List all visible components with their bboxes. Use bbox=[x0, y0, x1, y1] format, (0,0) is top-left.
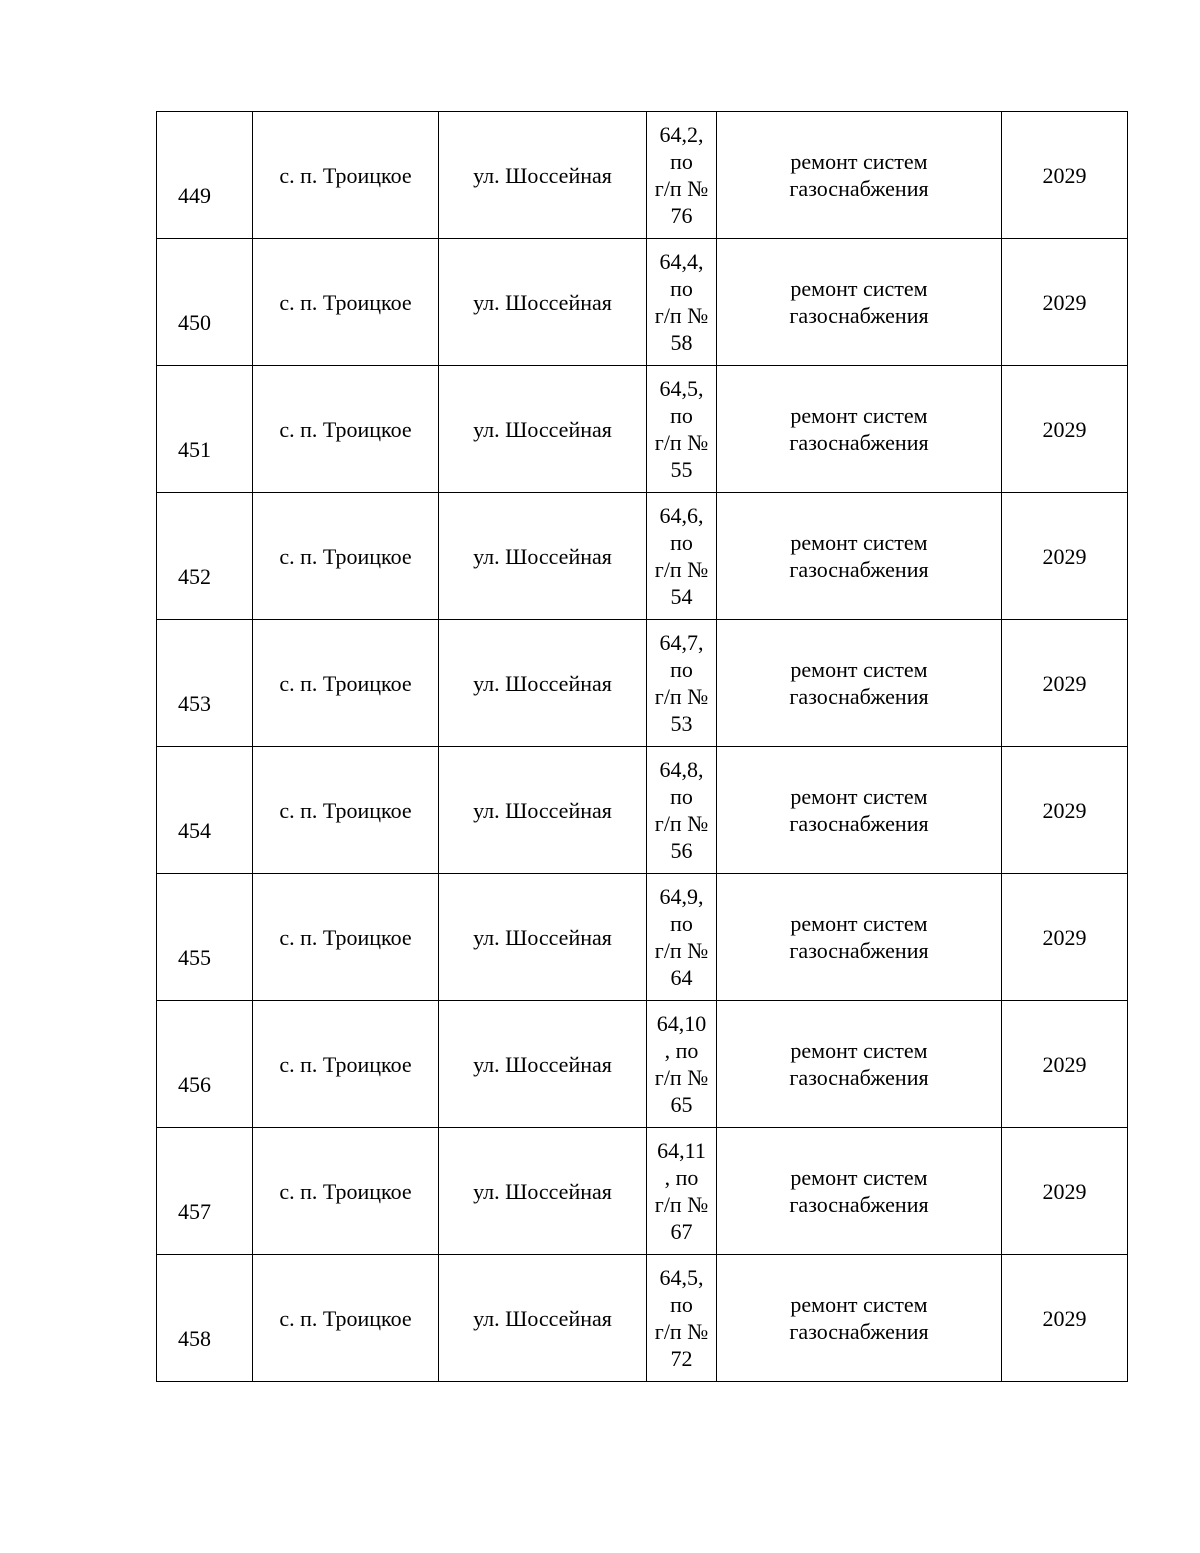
house-line: 64,11 bbox=[657, 1138, 706, 1163]
row-number-cell: 449 bbox=[157, 112, 253, 239]
street-cell: ул. Шоссейная bbox=[439, 747, 647, 874]
year-cell: 2029 bbox=[1002, 1001, 1128, 1128]
house-line: г/п № bbox=[654, 303, 709, 328]
settlement-cell: с. п. Троицкое bbox=[253, 112, 439, 239]
work-type-line: газоснабжения bbox=[789, 1319, 929, 1344]
house-cell bbox=[647, 874, 717, 1001]
house-line: г/п № bbox=[654, 557, 709, 582]
work-type-cell bbox=[717, 1128, 1002, 1255]
objects-table bbox=[156, 111, 1128, 1382]
house-line: 64,10 bbox=[656, 1011, 707, 1036]
work-type-line: газоснабжения bbox=[789, 557, 929, 582]
work-type-line: газоснабжения bbox=[789, 430, 929, 455]
table-body bbox=[157, 112, 1128, 1382]
year-cell: 2029 bbox=[1002, 1255, 1128, 1382]
work-type-line: ремонт систем bbox=[790, 276, 928, 301]
house-line: по bbox=[670, 276, 693, 301]
house-line: 58 bbox=[670, 330, 693, 355]
table-row bbox=[157, 239, 1128, 366]
house-line: г/п № bbox=[654, 1319, 709, 1344]
house-line: 76 bbox=[670, 203, 693, 228]
settlement-cell: с. п. Троицкое bbox=[253, 493, 439, 620]
year-cell: 2029 bbox=[1002, 239, 1128, 366]
work-type-cell bbox=[717, 493, 1002, 620]
work-type-line: газоснабжения bbox=[789, 1192, 929, 1217]
house-line: 64,6, bbox=[659, 503, 704, 528]
year-cell: 2029 bbox=[1002, 1128, 1128, 1255]
house-cell bbox=[647, 1255, 717, 1382]
house-line: г/п № bbox=[654, 938, 709, 963]
house-line: 56 bbox=[670, 838, 693, 863]
house-line: 64 bbox=[670, 965, 693, 990]
house-line: 67 bbox=[670, 1219, 693, 1244]
work-type-cell bbox=[717, 112, 1002, 239]
street-cell: ул. Шоссейная bbox=[439, 874, 647, 1001]
table-row bbox=[157, 1255, 1128, 1382]
house-line: г/п № bbox=[654, 1065, 709, 1090]
house-line: 64,2, bbox=[659, 122, 704, 147]
row-number-cell: 453 bbox=[157, 620, 253, 747]
street-cell: ул. Шоссейная bbox=[439, 620, 647, 747]
house-line: по bbox=[670, 657, 693, 682]
house-line: по bbox=[670, 784, 693, 809]
house-line: 72 bbox=[670, 1346, 693, 1371]
work-type-line: ремонт систем bbox=[790, 1165, 928, 1190]
work-type-line: ремонт систем bbox=[790, 403, 928, 428]
table-row bbox=[157, 620, 1128, 747]
house-cell bbox=[647, 620, 717, 747]
work-type-cell bbox=[717, 1001, 1002, 1128]
row-number-cell: 458 bbox=[157, 1255, 253, 1382]
street-cell: ул. Шоссейная bbox=[439, 239, 647, 366]
row-number-cell: 455 bbox=[157, 874, 253, 1001]
table-row bbox=[157, 112, 1128, 239]
house-line: 64,7, bbox=[659, 630, 704, 655]
house-line: г/п № bbox=[654, 176, 709, 201]
row-number-cell: 456 bbox=[157, 1001, 253, 1128]
work-type-line: газоснабжения bbox=[789, 303, 929, 328]
house-line: г/п № bbox=[654, 811, 709, 836]
work-type-line: ремонт систем bbox=[790, 1292, 928, 1317]
settlement-cell: с. п. Троицкое bbox=[253, 1255, 439, 1382]
work-type-line: ремонт систем bbox=[790, 784, 928, 809]
house-line: 64,4, bbox=[659, 249, 704, 274]
year-cell: 2029 bbox=[1002, 112, 1128, 239]
work-type-cell bbox=[717, 747, 1002, 874]
table-row bbox=[157, 747, 1128, 874]
house-line: по bbox=[670, 149, 693, 174]
year-cell: 2029 bbox=[1002, 493, 1128, 620]
table-row bbox=[157, 366, 1128, 493]
work-type-cell bbox=[717, 239, 1002, 366]
year-cell: 2029 bbox=[1002, 874, 1128, 1001]
year-cell: 2029 bbox=[1002, 747, 1128, 874]
year-cell: 2029 bbox=[1002, 366, 1128, 493]
settlement-cell: с. п. Троицкое bbox=[253, 620, 439, 747]
work-type-cell bbox=[717, 620, 1002, 747]
street-cell: ул. Шоссейная bbox=[439, 1255, 647, 1382]
street-cell: ул. Шоссейная bbox=[439, 1001, 647, 1128]
work-type-line: газоснабжения bbox=[789, 1065, 929, 1090]
settlement-cell: с. п. Троицкое bbox=[253, 239, 439, 366]
street-cell: ул. Шоссейная bbox=[439, 112, 647, 239]
work-type-line: ремонт систем bbox=[790, 149, 928, 174]
house-line: по bbox=[670, 403, 693, 428]
work-type-cell bbox=[717, 366, 1002, 493]
work-type-line: газоснабжения bbox=[789, 684, 929, 709]
year-cell: 2029 bbox=[1002, 620, 1128, 747]
house-line: 64,9, bbox=[659, 884, 704, 909]
work-type-cell bbox=[717, 874, 1002, 1001]
house-line: 64,5, bbox=[659, 376, 704, 401]
street-cell: ул. Шоссейная bbox=[439, 366, 647, 493]
house-line: 54 bbox=[670, 584, 693, 609]
house-cell bbox=[647, 1128, 717, 1255]
settlement-cell: с. п. Троицкое bbox=[253, 747, 439, 874]
settlement-cell: с. п. Троицкое bbox=[253, 1001, 439, 1128]
work-type-line: ремонт систем bbox=[790, 657, 928, 682]
settlement-cell: с. п. Троицкое bbox=[253, 366, 439, 493]
table-row bbox=[157, 493, 1128, 620]
street-cell: ул. Шоссейная bbox=[439, 493, 647, 620]
work-type-line: ремонт систем bbox=[790, 1038, 928, 1063]
house-cell bbox=[647, 747, 717, 874]
house-line: 64,5, bbox=[659, 1265, 704, 1290]
house-cell bbox=[647, 239, 717, 366]
settlement-cell: с. п. Троицкое bbox=[253, 1128, 439, 1255]
work-type-line: ремонт систем bbox=[790, 530, 928, 555]
house-line: г/п № bbox=[654, 684, 709, 709]
house-line: г/п № bbox=[654, 1192, 709, 1217]
table-row bbox=[157, 874, 1128, 1001]
work-type-line: газоснабжения bbox=[789, 176, 929, 201]
house-line: , по bbox=[664, 1165, 699, 1190]
house-line: г/п № bbox=[654, 430, 709, 455]
house-cell bbox=[647, 1001, 717, 1128]
house-line: по bbox=[670, 530, 693, 555]
row-number-cell: 457 bbox=[157, 1128, 253, 1255]
house-cell bbox=[647, 366, 717, 493]
house-line: 64,8, bbox=[659, 757, 704, 782]
house-line: 53 bbox=[670, 711, 693, 736]
house-cell bbox=[647, 112, 717, 239]
house-line: , по bbox=[664, 1038, 699, 1063]
house-line: по bbox=[670, 1292, 693, 1317]
house-line: по bbox=[670, 911, 693, 936]
row-number-cell: 451 bbox=[157, 366, 253, 493]
row-number-cell: 454 bbox=[157, 747, 253, 874]
settlement-cell: с. п. Троицкое bbox=[253, 874, 439, 1001]
work-type-line: газоснабжения bbox=[789, 811, 929, 836]
work-type-cell bbox=[717, 1255, 1002, 1382]
row-number-cell: 450 bbox=[157, 239, 253, 366]
work-type-line: ремонт систем bbox=[790, 911, 928, 936]
house-line: 55 bbox=[670, 457, 693, 482]
house-cell bbox=[647, 493, 717, 620]
table-row bbox=[157, 1128, 1128, 1255]
row-number-cell: 452 bbox=[157, 493, 253, 620]
house-line: 65 bbox=[670, 1092, 693, 1117]
table-row bbox=[157, 1001, 1128, 1128]
street-cell: ул. Шоссейная bbox=[439, 1128, 647, 1255]
work-type-line: газоснабжения bbox=[789, 938, 929, 963]
